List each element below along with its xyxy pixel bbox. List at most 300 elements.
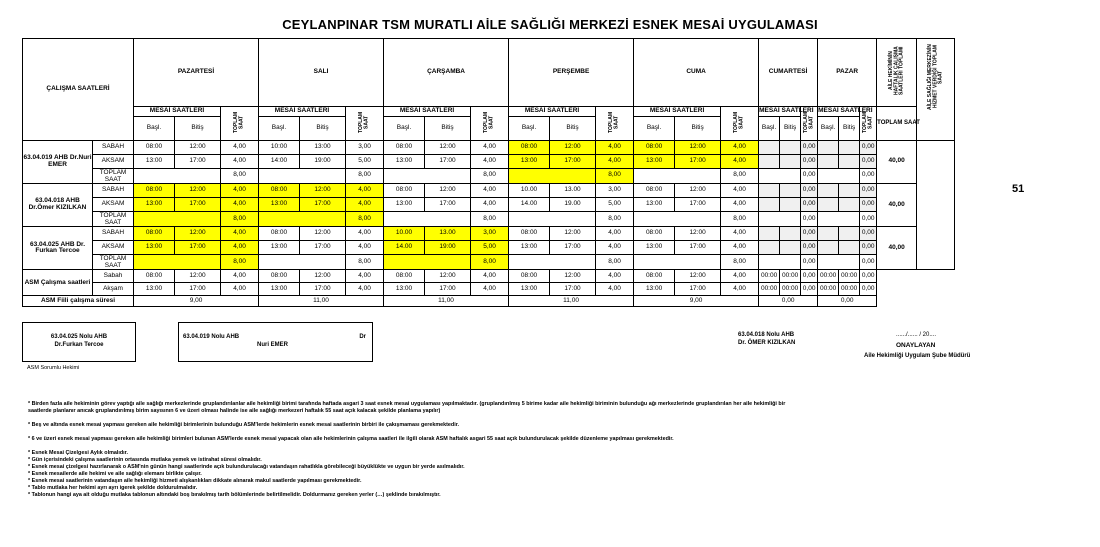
baslangic-header: Başl. — [134, 116, 175, 140]
asm-time-cell: 00:00 — [780, 270, 801, 283]
time-cell: 13:00 — [259, 197, 300, 211]
bitis-header: Bitiş — [780, 116, 801, 140]
asm-service-total-header — [917, 39, 955, 141]
time-cell: 12:00 — [675, 183, 721, 197]
time-cell: 4,00 — [471, 154, 509, 168]
empty-cell — [759, 211, 801, 226]
time-cell: 4,00 — [221, 197, 259, 211]
note-line: * Birden fazla aile hekiminin görev yaptığı aile sağlığı merkezlerinde gruplandırılanlar aile hekimliği birimi tarafında haftada asgari 3 saat esnek mesai uygulaması yapılmaktadır. (gruplandırılmış 5 birime kadar aile hekimliği biriminin bulunduğu ağı merkezlerinde gruplandırılan her aile hekimliği bir — [28, 401, 786, 407]
asm-service-total-text: AİLE SAĞLIĞI MERKEZİNİN HİZMET VERDİĞİ TOPLAM SAAT — [926, 44, 944, 110]
asm-time-cell: 12:00 — [300, 270, 346, 283]
time-cell: 13:00 — [509, 241, 550, 255]
asm-time-cell: 00:00 — [839, 270, 860, 283]
baslangic-header: Başl. — [259, 116, 300, 140]
time-cell: 12:00 — [550, 140, 596, 154]
toplam-saat-col-text: TOPLAM SAAT — [733, 111, 745, 133]
time-cell: 0,00 — [801, 241, 818, 255]
doctor-name: 63.04.025 AHB Dr. Furkan Tercoe — [23, 227, 93, 270]
time-cell — [818, 140, 839, 154]
weekly-total-value: 40,00 — [877, 227, 917, 270]
note-line: * 6 ve üzeri esnek mesai yapması gereken aile hekimliği birimleri bulunan ASM'lerde esnek mesai yapacak olan aile hekimlerinin çalışma saatleri ile ilgili olarak ASM haftalık asgari 55 saat açık bulundurulacak şekilde düzenleme yapılması gerekmektedir. — [28, 436, 674, 443]
time-cell: 08:00 — [634, 183, 675, 197]
time-cell: 12:00 — [175, 227, 221, 241]
bitis-header: Bitiş — [550, 116, 596, 140]
time-cell: 08:00 — [634, 227, 675, 241]
toplam-saat-col-text: TOPLAM SAAT — [861, 111, 874, 133]
approval-title: ONAYLAYAN — [896, 342, 936, 349]
asm-time-cell: 4,00 — [721, 283, 759, 296]
time-cell — [780, 154, 801, 168]
row-label-aksam: AKSAM — [93, 154, 134, 168]
asm-fiili-value: 11,00 — [384, 296, 509, 307]
note-line: * Tablonun hangi aya ait olduğu mutlaka tablonun altındaki boş bırakılmış tarih bölümlerinde belirtilmelidir. Doldurmanız gereken yerler (…) şeklinde bırakılmıştır. — [28, 492, 441, 499]
day-total-cell: 8,00 — [471, 168, 509, 183]
toplam-saat-col-header — [860, 106, 877, 140]
day-header-2: ÇARŞAMBA — [384, 39, 509, 107]
time-cell — [818, 154, 839, 168]
toplam-saat-text: TOPLAM SAAT — [877, 119, 920, 126]
signature-furkan-code: 63.04.025 Nolu AHB — [50, 334, 108, 340]
time-cell: 4,00 — [221, 183, 259, 197]
asm-time-cell: 08:00 — [134, 270, 175, 283]
time-cell: 4,00 — [221, 154, 259, 168]
time-cell: 4,00 — [596, 241, 634, 255]
time-cell: 0,00 — [860, 154, 877, 168]
time-cell: 12:00 — [300, 227, 346, 241]
time-cell: 4,00 — [721, 140, 759, 154]
empty-cell — [759, 255, 801, 270]
time-cell — [839, 227, 860, 241]
empty-cell — [509, 255, 596, 270]
asm-time-cell: 12:00 — [675, 270, 721, 283]
time-cell: 13:00 — [384, 154, 425, 168]
empty-cell — [259, 168, 346, 183]
row-label-sabah: SABAH — [93, 140, 134, 154]
asm-time-cell: 17:00 — [550, 283, 596, 296]
time-cell: 13:00 — [509, 154, 550, 168]
time-cell: 4,00 — [721, 227, 759, 241]
day-header-3: PERŞEMBE — [509, 39, 634, 107]
mesai-saatleri-header: MESAİ SAATLERİ — [259, 106, 346, 116]
asm-time-cell: 08:00 — [509, 270, 550, 283]
asm-time-cell: 13:00 — [259, 283, 300, 296]
time-cell — [839, 197, 860, 211]
time-cell: 0,00 — [801, 154, 818, 168]
time-cell: 5,00 — [596, 197, 634, 211]
time-cell: 4,00 — [721, 154, 759, 168]
time-cell: 13:00 — [134, 154, 175, 168]
time-cell: 0,00 — [860, 183, 877, 197]
mesai-saatleri-header: MESAİ SAATLERİ — [134, 106, 221, 116]
time-cell: 4,00 — [221, 140, 259, 154]
signature-box-furkan — [22, 322, 136, 362]
time-cell: 0,00 — [801, 140, 818, 154]
day-total-cell: 0,00 — [860, 255, 877, 270]
asm-fiili-value: 0,00 — [759, 296, 818, 307]
time-cell: 10:00 — [259, 140, 300, 154]
signature-nuri-dr: Dr — [359, 334, 366, 340]
bitis-header: Bitiş — [839, 116, 860, 140]
day-total-cell: 8,00 — [596, 211, 634, 226]
time-cell: 08:00 — [134, 183, 175, 197]
empty-cell — [259, 255, 346, 270]
weekly-total-header — [877, 39, 917, 107]
signature-nuri-name: Nuri EMER — [257, 342, 289, 348]
empty-cell — [259, 211, 346, 226]
time-cell — [839, 140, 860, 154]
empty-cell — [634, 255, 721, 270]
time-cell — [780, 227, 801, 241]
asm-time-cell: 12:00 — [425, 270, 471, 283]
row-label-aksam: AKSAM — [93, 197, 134, 211]
time-cell: 4,00 — [346, 183, 384, 197]
time-cell — [818, 183, 839, 197]
time-cell: 13:00 — [134, 241, 175, 255]
time-cell: 08:00 — [384, 140, 425, 154]
time-cell — [759, 140, 780, 154]
day-total-cell: 0,00 — [860, 168, 877, 183]
baslangic-header: Başl. — [384, 116, 425, 140]
doctor-name: 63.04.018 AHB Dr.Ömer KIZILKAN — [23, 183, 93, 226]
time-cell: 13:00 — [134, 197, 175, 211]
bitis-header: Bitiş — [675, 116, 721, 140]
time-cell: 12:00 — [300, 183, 346, 197]
asm-time-cell: 4,00 — [346, 283, 384, 296]
baslangic-header: Başl. — [509, 116, 550, 140]
time-cell: 4,00 — [471, 140, 509, 154]
time-cell: 3,00 — [471, 227, 509, 241]
time-cell: 4,00 — [721, 241, 759, 255]
approval-department: Aile Hekimliği Uygulam Şube Müdürü — [864, 353, 971, 359]
asm-time-cell: 13:00 — [384, 283, 425, 296]
asm-time-cell: 0,00 — [860, 270, 877, 283]
toplam-saat-col-text: TOPLAM SAAT — [802, 111, 815, 133]
asm-time-cell: 08:00 — [634, 270, 675, 283]
asm-total-hours: 51 — [1012, 183, 1025, 195]
empty-cell — [134, 168, 221, 183]
time-cell — [839, 183, 860, 197]
asm-time-cell: 4,00 — [221, 270, 259, 283]
mesai-saatleri-header: MESAİ SAATLERİ — [384, 106, 471, 116]
asm-sorumlu-label: ASM Sorumlu Hekimi — [27, 365, 80, 371]
day-header-6: PAZAR — [818, 39, 877, 107]
time-cell: 12:00 — [175, 183, 221, 197]
asm-time-cell: 00:00 — [818, 270, 839, 283]
asm-fiili-value: 11,00 — [509, 296, 634, 307]
time-cell: 12:00 — [425, 183, 471, 197]
time-cell: 17:00 — [550, 154, 596, 168]
time-cell: 10.00 — [384, 227, 425, 241]
row-label-toplam: TOPLAM SAAT — [93, 168, 134, 183]
row-label-sabah: SABAH — [93, 227, 134, 241]
asm-time-cell: 17:00 — [300, 283, 346, 296]
time-cell: 13:00 — [634, 154, 675, 168]
toplam-saat-col-text: TOPLAM SAAT — [358, 111, 370, 133]
day-total-cell: 8,00 — [346, 168, 384, 183]
empty-cell — [384, 255, 471, 270]
note-line: saatlerde planlanır anıcak gruplandırılmış birim sayısının 6 ve üzeri olması halinde ise aile sağlığı merkezeri haftalık 55 saat açık kalacak şekilde planlama yapılır) — [28, 408, 441, 415]
time-cell — [839, 154, 860, 168]
time-cell: 12:00 — [675, 140, 721, 154]
time-cell: 5,00 — [346, 154, 384, 168]
time-cell: 4,00 — [721, 183, 759, 197]
asm-time-cell: 00:00 — [759, 283, 780, 296]
empty-cell — [759, 168, 801, 183]
empty-cell — [134, 255, 221, 270]
time-cell: 4,00 — [471, 197, 509, 211]
day-header-1: SALI — [259, 39, 384, 107]
toplam-saat-col-header — [471, 106, 509, 140]
time-cell: 10.00 — [509, 183, 550, 197]
toplam-saat-col-header — [596, 106, 634, 140]
empty-cell — [634, 168, 721, 183]
time-cell: 4,00 — [346, 241, 384, 255]
asm-fiili-value: 9,00 — [634, 296, 759, 307]
time-cell — [780, 140, 801, 154]
time-cell: 14.00 — [384, 241, 425, 255]
mesai-saatleri-header: MESAİ SAATLERİ — [759, 106, 801, 116]
asm-time-cell: 4,00 — [471, 270, 509, 283]
time-cell: 17:00 — [175, 197, 221, 211]
day-total-cell: 8,00 — [721, 168, 759, 183]
time-cell — [759, 183, 780, 197]
note-line: * Esnek mesailerde aile hekimi ve aile sağlığı elemanı birlikte çalışır. — [28, 471, 202, 478]
time-cell: 08:00 — [134, 140, 175, 154]
toplam-saat-col-header — [346, 106, 384, 140]
asm-time-cell: 17:00 — [425, 283, 471, 296]
time-cell: 17:00 — [300, 197, 346, 211]
time-cell: 17:00 — [300, 241, 346, 255]
day-total-cell: 8,00 — [471, 211, 509, 226]
day-total-cell: 0,00 — [801, 255, 818, 270]
time-cell: 4,00 — [221, 241, 259, 255]
time-cell: 4,00 — [346, 197, 384, 211]
note-line: * Beş ve altında esnek mesai yapması gereken aile hekimliği birimlerinin bulunduğu ASM'lerde hekimlerin esnek mesai saatlerinin birbiri ile çakışmaması gerekmektedir. — [28, 422, 460, 429]
time-cell: 14.00 — [509, 197, 550, 211]
asm-time-cell: 13:00 — [134, 283, 175, 296]
note-line: * Esnek mesai çizelgesi hazırlanarak o ASM'nin günün hangi saatlerinde açık bulundurulacağı vatandaşın rahatlıkla görebileceği büyüklükte ve uygun bir yerde asılmalıdır. — [28, 464, 465, 471]
time-cell: 13:00 — [634, 241, 675, 255]
asm-time-cell: 4,00 — [221, 283, 259, 296]
day-total-cell: 0,00 — [801, 168, 818, 183]
asm-row-label-sabah: Sabah — [93, 270, 134, 283]
signature-furkan-name: Dr.Furkan Tercoe — [54, 341, 104, 348]
day-header-5: CUMARTESİ — [759, 39, 818, 107]
asm-time-cell: 00:00 — [818, 283, 839, 296]
toplam-saat-header — [877, 106, 920, 140]
time-cell: 13.00 — [550, 183, 596, 197]
time-cell: 17:00 — [550, 241, 596, 255]
asm-time-cell: 4,00 — [346, 270, 384, 283]
time-cell — [818, 197, 839, 211]
asm-fiili-label: ASM Fiili çalışma süresi — [23, 296, 134, 307]
doctor-name: 63.04.019 AHB Dr.Nuri EMER — [23, 140, 93, 183]
time-cell — [759, 241, 780, 255]
time-cell — [780, 197, 801, 211]
day-total-cell: 8,00 — [721, 211, 759, 226]
approval-date: ....../...... / 20.... — [896, 332, 937, 338]
asm-time-cell: 0,00 — [860, 283, 877, 296]
asm-time-cell: 12:00 — [550, 270, 596, 283]
day-total-cell: 0,00 — [801, 211, 818, 226]
asm-fiili-value: 9,00 — [134, 296, 259, 307]
asm-time-cell: 00:00 — [780, 283, 801, 296]
empty-cell — [818, 168, 860, 183]
day-total-cell: 8,00 — [596, 255, 634, 270]
asm-time-cell: 0,00 — [801, 270, 818, 283]
time-cell: 19:00 — [425, 241, 471, 255]
day-header-4: CUMA — [634, 39, 759, 107]
time-cell — [759, 197, 780, 211]
asm-time-cell: 17:00 — [675, 283, 721, 296]
asm-time-cell: 13:00 — [634, 283, 675, 296]
calisma-saatleri-header: ÇALIŞMA SAATLERİ — [23, 39, 134, 141]
day-total-cell: 8,00 — [346, 255, 384, 270]
day-header-0: PAZARTESİ — [134, 39, 259, 107]
empty-cell — [509, 168, 596, 183]
time-cell: 17:00 — [675, 197, 721, 211]
blank-cell — [877, 270, 917, 307]
bitis-header: Bitiş — [175, 116, 221, 140]
baslangic-header: Başl. — [634, 116, 675, 140]
time-cell: 4,00 — [596, 227, 634, 241]
schedule-table — [22, 38, 955, 307]
time-cell: 17:00 — [675, 154, 721, 168]
asm-fiili-value: 11,00 — [259, 296, 384, 307]
asm-label: ASM Çalışma saatleri — [23, 270, 93, 296]
time-cell: 19.00 — [550, 197, 596, 211]
toplam-saat-col-text: TOPLAM SAAT — [233, 111, 245, 133]
weekly-total-value: 40,00 — [877, 183, 917, 226]
empty-cell — [634, 211, 721, 226]
signature-box-nuri — [178, 322, 373, 362]
time-cell — [818, 227, 839, 241]
time-cell: 08:00 — [634, 140, 675, 154]
toplam-saat-col-header — [721, 106, 759, 140]
mesai-saatleri-header: MESAİ SAATLERİ — [509, 106, 596, 116]
mesai-saatleri-header: MESAİ SAATLERİ — [818, 106, 860, 116]
bitis-header: Bitiş — [425, 116, 471, 140]
time-cell — [780, 241, 801, 255]
mesai-saatleri-header: MESAİ SAATLERİ — [634, 106, 721, 116]
empty-cell — [818, 211, 860, 226]
time-cell — [818, 241, 839, 255]
time-cell: 08:00 — [259, 227, 300, 241]
time-cell: 0,00 — [860, 140, 877, 154]
bitis-header: Bitiş — [300, 116, 346, 140]
time-cell: 4,00 — [721, 197, 759, 211]
time-cell: 4,00 — [596, 140, 634, 154]
time-cell: 0,00 — [801, 183, 818, 197]
asm-fiili-value: 0,00 — [818, 296, 877, 307]
asm-time-cell: 4,00 — [471, 283, 509, 296]
asm-time-cell: 0,00 — [801, 283, 818, 296]
asm-time-cell: 08:00 — [259, 270, 300, 283]
time-cell: 12:00 — [175, 140, 221, 154]
asm-service-total-cell — [917, 140, 955, 270]
time-cell: 4,00 — [471, 183, 509, 197]
empty-cell — [134, 211, 221, 226]
asm-time-cell: 00:00 — [839, 283, 860, 296]
signature-nuri-code: 63.04.019 Nolu AHB — [183, 334, 240, 340]
time-cell: 4,00 — [221, 227, 259, 241]
time-cell: 0,00 — [860, 197, 877, 211]
day-total-cell: 8,00 — [346, 211, 384, 226]
note-line: * Esnek mesai saatlerinin vatandaşın aile hekimliği hizmeti alışkanlıkları dikkate alınarak makul saatlerde yapılması gerekmektedir. — [28, 478, 362, 485]
time-cell: 08:00 — [509, 140, 550, 154]
time-cell: 13:00 — [300, 140, 346, 154]
time-cell: 13.00 — [425, 227, 471, 241]
time-cell: 4,00 — [346, 227, 384, 241]
toplam-saat-col-header — [221, 106, 259, 140]
time-cell: 08:00 — [509, 227, 550, 241]
asm-time-cell: 00:00 — [759, 270, 780, 283]
asm-time-cell: 4,00 — [596, 270, 634, 283]
signature-omer-code: 63.04.018 Nolu AHB — [738, 332, 795, 338]
time-cell: 08:00 — [384, 183, 425, 197]
time-cell — [839, 241, 860, 255]
signature-omer-name: Dr. ÖMER KIZILKAN — [738, 339, 796, 346]
row-label-toplam: TOPLAM SAAT — [93, 255, 134, 270]
signature-omer — [738, 332, 795, 348]
time-cell: 17:00 — [425, 154, 471, 168]
asm-time-cell: 13:00 — [509, 283, 550, 296]
note-line: * Gün içerisindeki çalışma saatlerinin ortasında mutlaka yemek ve istirahat süresi olmalıdır. — [28, 457, 262, 464]
asm-time-cell: 4,00 — [596, 283, 634, 296]
day-total-cell: 8,00 — [221, 168, 259, 183]
time-cell: 08:00 — [134, 227, 175, 241]
page-title: CEYLANPINAR TSM MURATLI AİLE SAĞLIĞI MERKEZİ ESNEK MESAİ UYGULAMASI — [282, 17, 818, 32]
time-cell: 17:00 — [675, 241, 721, 255]
time-cell: 0,00 — [860, 227, 877, 241]
weekly-total-header-text: AİLE HEKİMİNİN HAFTALIK ÇALIŞMA SAATLERİ TOPLAMI — [887, 46, 905, 96]
asm-time-cell: 08:00 — [384, 270, 425, 283]
empty-cell — [384, 168, 471, 183]
time-cell: 17:00 — [175, 241, 221, 255]
row-label-aksam: AKSAM — [93, 241, 134, 255]
empty-cell — [509, 211, 596, 226]
time-cell: 12:00 — [675, 227, 721, 241]
day-total-cell: 8,00 — [221, 211, 259, 226]
time-cell — [759, 154, 780, 168]
empty-cell — [818, 255, 860, 270]
day-total-cell: 8,00 — [596, 168, 634, 183]
time-cell: 13:00 — [384, 197, 425, 211]
toplam-saat-col-text: TOPLAM SAAT — [483, 111, 495, 133]
note-line: * Tablo mutlaka her hekimi ayrı ayrı igerek şekilde doldurulmalıdır. — [28, 485, 198, 492]
time-cell: 14:00 — [259, 154, 300, 168]
day-total-cell: 8,00 — [221, 255, 259, 270]
time-cell: 17:00 — [425, 197, 471, 211]
baslangic-header: Başl. — [759, 116, 780, 140]
time-cell: 19:00 — [300, 154, 346, 168]
time-cell: 5,00 — [471, 241, 509, 255]
time-cell: 08:00 — [259, 183, 300, 197]
toplam-saat-col-header — [801, 106, 818, 140]
time-cell — [759, 227, 780, 241]
time-cell: 13:00 — [634, 197, 675, 211]
time-cell: 0,00 — [801, 197, 818, 211]
empty-cell — [384, 211, 471, 226]
baslangic-header: Başl. — [818, 116, 839, 140]
row-label-toplam: TOPLAM SAAT — [93, 211, 134, 226]
asm-time-cell: 17:00 — [175, 283, 221, 296]
asm-row-label-aksam: Akşam — [93, 283, 134, 296]
toplam-saat-col-text: TOPLAM SAAT — [608, 111, 620, 133]
note-line: * Esnek Mesai Çizelgesi Aylık olmalıdır. — [28, 450, 128, 457]
asm-time-cell: 4,00 — [721, 270, 759, 283]
time-cell: 4,00 — [596, 154, 634, 168]
